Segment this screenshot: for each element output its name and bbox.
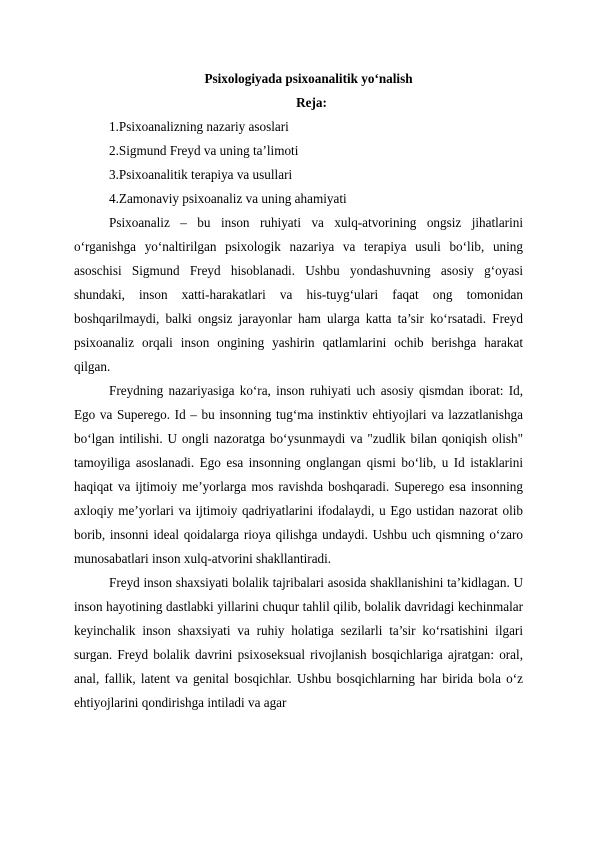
document-body [74,67,523,715]
plan-list [74,115,523,211]
plan-item: 1.Psixoanalizning nazariy asoslari [109,119,289,134]
plan-heading: Reja: [296,95,327,110]
paragraph-id-ego-superego: Freydning nazariyasiga ko‘ra, inson ruhiyati uch asosiy qismdan iborat: Id, Ego va Superego. Id – bu insonning tug‘ma instinktiv ehtiyojlari va lazzatlanishga bo‘lgan intilishi. U ongli nazoratga bo‘ysunmaydi va "zudlik bilan qoniqish olish" tamoyiliga asoslanadi. Ego esa insonning onglangan qismi bo‘lib, u Id istaklarini haqiqat va ijtimoiy me’yorlarga mos ravishda boshqaradi. Superego esa insonning axloqiy me’yorlari va ijtimoiy qadriyatlarini ifodalaydi, u Ego ustidan nazorat olib borib, insonni ideal qoidalarga rioya qilishga undaydi. Ushbu uch qismning o‘zaro munosabatlari inson xulq-atvorini shakllantiradi. [74,383,523,566]
paragraph-psychoanalysis-definition: Psixoanaliz – bu inson ruhiyati va xulq-atvorining ongsiz jihatlarini o‘rganishga yo‘naltirilgan psixologik nazariya va terapiya usuli bo‘lib, uning asoschisi Sigmund Freyd hisoblanadi. Ushbu yondashuvning asosiy g‘oyasi shundaki, inson xatti-harakatlari va his-tuyg‘ulari faqat ong tomonidan boshqarilmaydi, balki ongsiz jarayonlar ham ularga katta ta’sir ko‘rsatadi. Freyd psixoanaliz orqali inson ongining yashirin qatlamlarini ochib berishga harakat qilgan. [74,215,523,374]
paragraph-childhood-stages: Freyd inson shaxsiyati bolalik tajribalari asosida shakllanishini ta’kidlagan. U inson hayotining dastlabki yillarini chuqur tahlil qilib, bolalik davridagi kechinmalar keyinchalik inson shaxsiyati va ruhiy holatiga sezilarli ta’sir ko‘rsatishini ilgari surgan. Freyd bolalik davrini psixoseksual rivojlanish bosqichlariga ajratgan: oral, anal, fallik, latent va genital bosqichlar. Ushbu bosqichlarning har birida bola o‘z ehtiyojlarini qondirishga intiladi va agar [74,575,523,710]
plan-item: 3.Psixoanalitik terapiya va usullari [109,167,293,182]
plan-item: 4.Zamonaviy psixoanaliz va uning ahamiyati [109,191,347,206]
document-title: Psixologiyada psixoanalitik yo‘nalish [204,71,413,86]
plan-item: 2.Sigmund Freyd va uning ta’limoti [109,143,299,158]
